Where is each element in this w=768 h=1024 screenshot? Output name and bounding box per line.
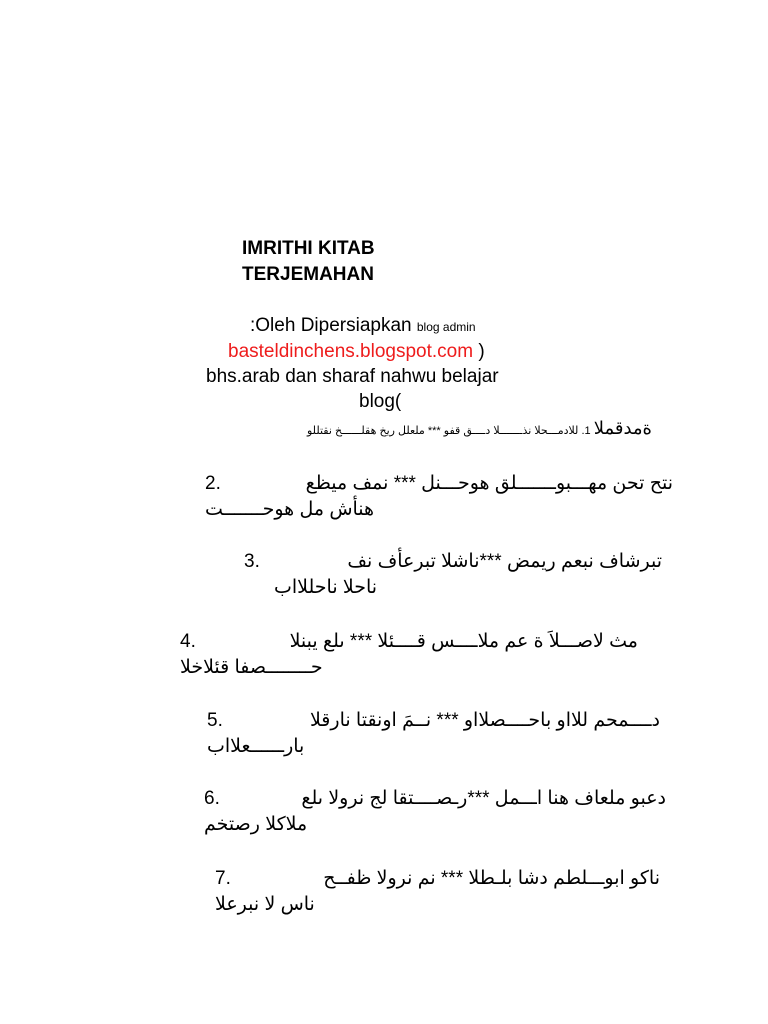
blog-link[interactable]: basteldinchens.blogspot.com xyxy=(228,341,474,362)
source-line xyxy=(228,341,485,363)
muqaddimah-heading: ةمدقملا xyxy=(593,418,652,438)
paren-close: ) xyxy=(473,341,485,362)
title-line-2: TERJEMAHAN xyxy=(242,264,374,285)
author-role: blog admin xyxy=(416,320,476,334)
verse-3 xyxy=(244,549,662,601)
verse-number: 3. xyxy=(244,551,260,572)
verse-7 xyxy=(215,866,660,918)
verse-4 xyxy=(180,629,638,681)
verse-number: 7. xyxy=(215,868,231,889)
verse-number: 2. xyxy=(205,473,221,494)
subtitle-line: bhs.arab dan sharaf nahwu belajar xyxy=(206,366,499,387)
verse-line-2: ناحلا ناحللااب xyxy=(274,577,378,598)
verse-line-1: دعبو ملعاف هنا اـــمل ***رـصــــتقا لج نرولا ىلع xyxy=(301,788,666,809)
verse-line-2: ناس لا نبرعلا xyxy=(215,894,315,915)
verse-line-1: مث لاصـــلاَ ة عم ملاــــس قــــئلا *** ىلع يبنلا xyxy=(289,631,638,652)
verse-number: 6. xyxy=(204,788,220,809)
verse-line-1: ناكو ابوـــلطم دشا بلـطلا *** نم نرولا ظفــح xyxy=(323,868,660,889)
verse-line-2: بارــــــعلااب xyxy=(207,736,305,757)
verse-line-1: دــــمحم للااو باحــــصلااو *** نــمَ اونقتا نارقلا xyxy=(309,710,660,731)
muqaddimah-line xyxy=(216,418,652,439)
verse-number: 5. xyxy=(207,710,223,731)
title-line-1: IMRITHI KITAB xyxy=(242,238,375,259)
muqaddimah-number: 1. xyxy=(581,425,591,437)
verse-line-2: حــــــــصفا قئلاخلا xyxy=(180,657,323,678)
verse-line-2: هنأش مل هوحـــــــت xyxy=(205,499,375,520)
verse-6 xyxy=(204,786,666,838)
verse-number: 4. xyxy=(180,631,196,652)
author-label: :Oleh Dipersiapkan xyxy=(250,315,412,336)
verse-2 xyxy=(205,471,673,523)
muqaddimah-text: للادمـــحلا نذـــــــلا دــــق قفو *** ملعلل ريخ هقلــــــخ نقتللو xyxy=(307,425,579,437)
document-title xyxy=(242,236,375,288)
author-line xyxy=(250,315,476,337)
verse-5 xyxy=(207,708,660,760)
verse-line-1: تبرشاف نبعم ريمض ***ناشلا تبرعأف نف xyxy=(347,551,662,572)
subtitle-blog: blog( xyxy=(359,391,402,412)
verse-line-1: نتح تحن مهـــبوـــــــلق هوحـــنل *** نمف ميظع xyxy=(305,473,673,494)
verse-line-2: ملاكلا رصتخم xyxy=(204,814,308,835)
